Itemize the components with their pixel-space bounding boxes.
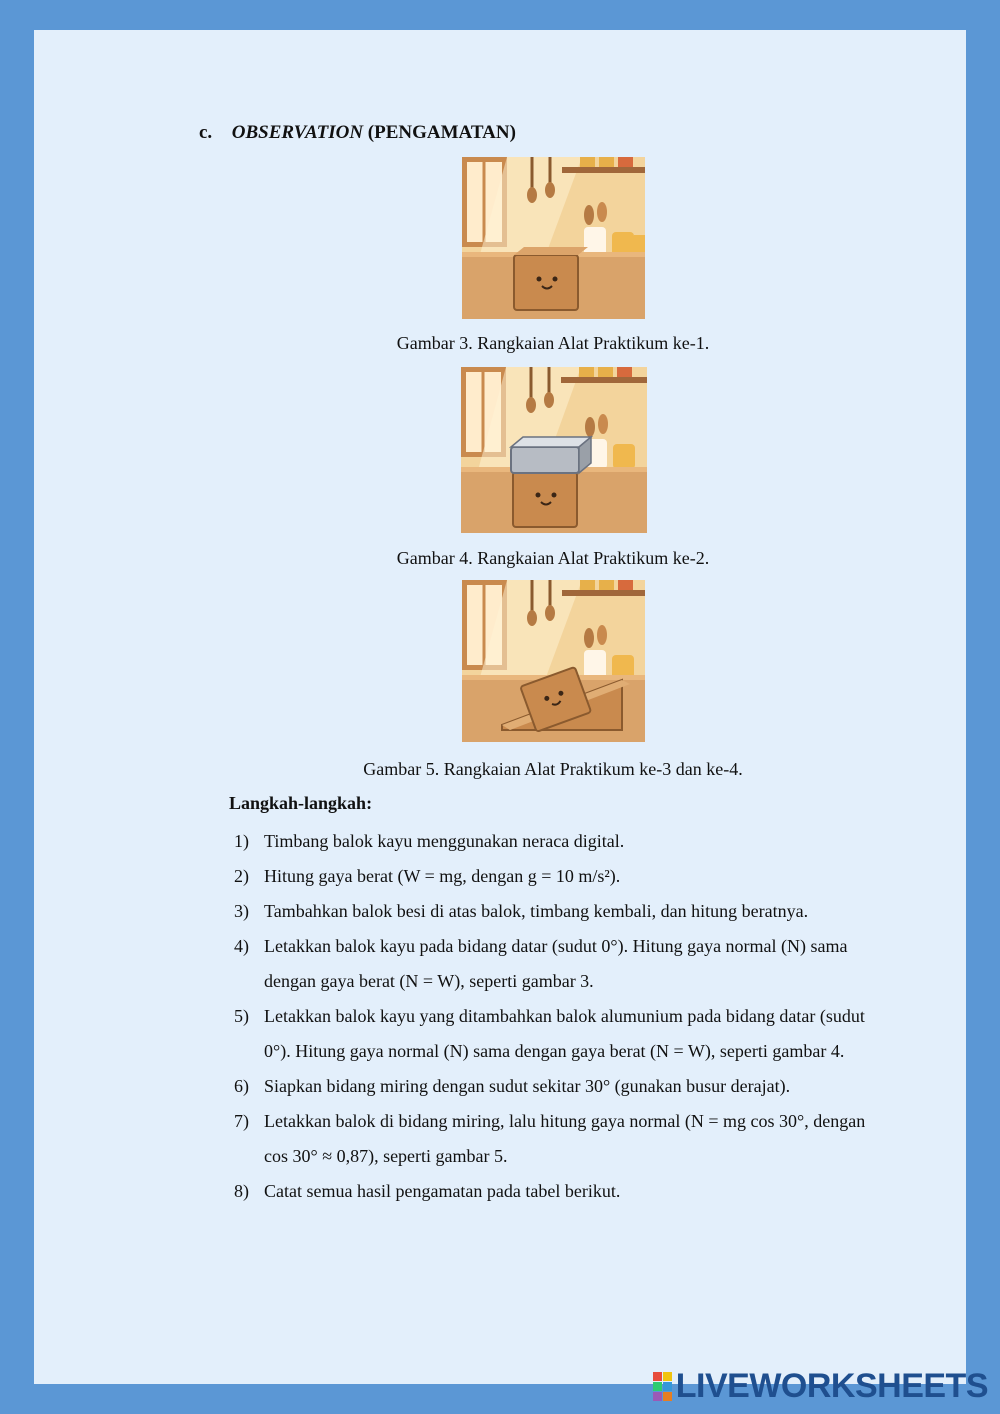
list-item: [229, 894, 889, 929]
step-text: Timbang balok kayu menggunakan neraca digital.: [264, 831, 625, 851]
list-item: [229, 1104, 889, 1174]
step-number: 3): [234, 901, 249, 921]
figure-5-caption: Gambar 5. Rangkaian Alat Praktikum ke-3 dan ke-4.: [363, 759, 743, 779]
steps-list: [229, 824, 889, 1209]
figure-3-caption: Gambar 3. Rangkaian Alat Praktikum ke-1.: [396, 333, 710, 353]
step-number: 4): [234, 936, 249, 956]
section-heading: [199, 122, 516, 144]
liveworksheets-logo[interactable]: [653, 1367, 988, 1406]
figure-4-image: [461, 367, 647, 533]
step-text: Tambahkan balok besi di atas balok, timbang kembali, dan hitung beratnya.: [264, 901, 809, 921]
figure-4-caption: Gambar 4. Rangkaian Alat Praktikum ke-2.: [396, 548, 710, 568]
step-text: Hitung gaya berat (W = mg, dengan g = 10 m/s²).: [264, 866, 621, 886]
list-item: [229, 1174, 889, 1209]
figure-3-image: [462, 157, 645, 319]
step-text: Letakkan balok kayu pada bidang datar (sudut 0°). Hitung gaya normal (N) sama dengan gaya berat (N = W), seperti gambar 3.: [264, 936, 848, 991]
section-marker: c.: [199, 122, 213, 143]
list-item: [229, 1069, 889, 1104]
list-item: [229, 929, 889, 999]
step-number: 6): [234, 1076, 249, 1096]
section-title-rest: (PENGAMATAN): [367, 122, 516, 143]
step-text: Letakkan balok kayu yang ditambahkan balok alumunium pada bidang datar (sudut 0°). Hitung gaya normal (N) sama dengan gaya berat (N = W), seperti gambar 4.: [264, 1006, 865, 1061]
list-item: [229, 859, 889, 894]
list-item: [229, 824, 889, 859]
liveworksheets-logo-text: LIVEWORKSHEETS: [675, 1367, 988, 1405]
step-number: 5): [234, 1006, 249, 1026]
liveworksheets-logo-icon: [653, 1372, 672, 1401]
step-text: Siapkan bidang miring dengan sudut sekitar 30° (gunakan busur derajat).: [264, 1076, 791, 1096]
step-number: 8): [234, 1181, 249, 1201]
step-number: 1): [234, 831, 249, 851]
figure-5-image: [462, 580, 645, 742]
list-item: [229, 999, 889, 1069]
section-title-italic: OBSERVATION: [231, 122, 364, 143]
step-number: 2): [234, 866, 249, 886]
step-text: Catat semua hasil pengamatan pada tabel berikut.: [264, 1181, 621, 1201]
step-number: 7): [234, 1111, 249, 1131]
step-text: Letakkan balok di bidang miring, lalu hitung gaya normal (N = mg cos 30°, dengan cos 30° ≈ 0,87), seperti gambar 5.: [264, 1111, 866, 1166]
steps-title: Langkah-langkah:: [229, 793, 373, 813]
